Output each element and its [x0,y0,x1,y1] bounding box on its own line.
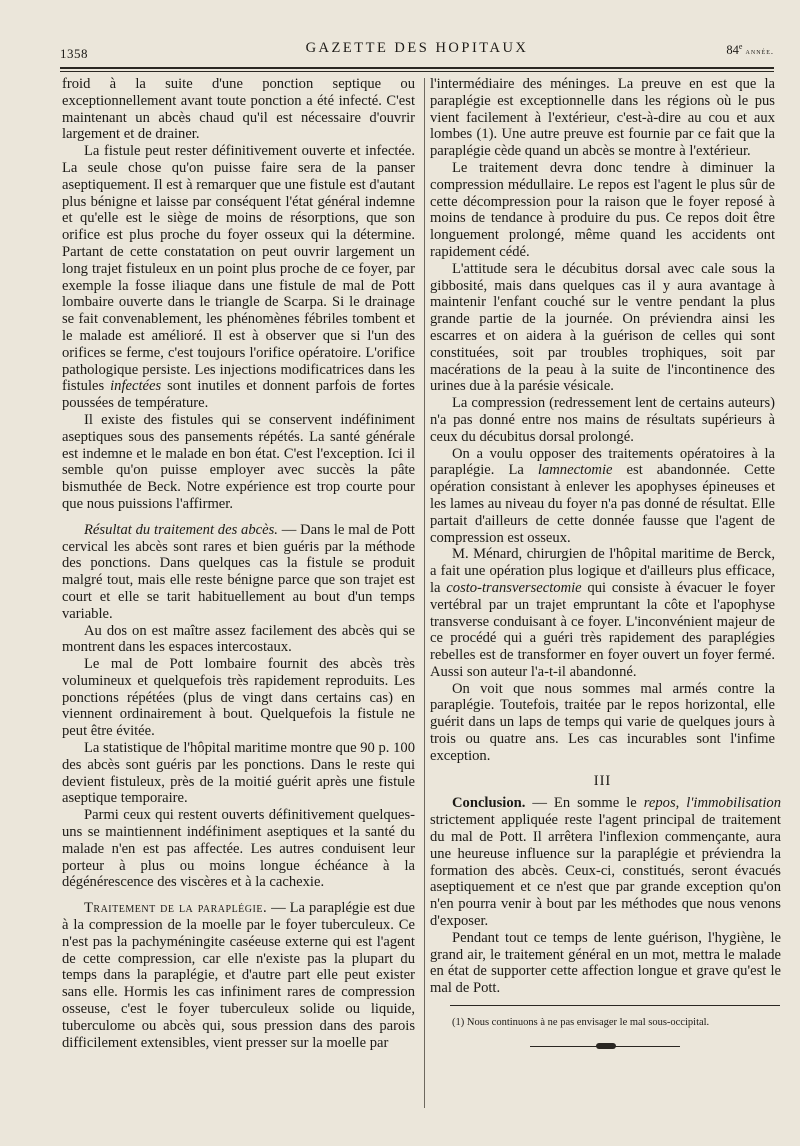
paragraph: L'attitude sera le décubitus dorsal avec cale sous la gibbosité, mais dans quelques cas il y aura avantage à maintenir l'enfant couché sur le ventre pendant la plus grande partie de la journée. On préviendra ainsi les escarres et on aidera à la guérison de celles qui sont constituées, soit par troubles trophiques, soit par macérations de la peau à la suite de l'incontinence des urines due à la parésie vésicale. [430,260,775,395]
year-label [726,42,774,58]
header-rule-thick [60,67,774,69]
section-heading: Traitement de la paraplégie. [84,900,268,917]
section-heading: Conclusion. [452,795,526,812]
paragraph: M. Ménard, chirurgien de l'hôpital maritime de Berck, a fait une opération plus logique et d'ailleurs plus efficace, la costo-transversectomie qui consiste à évacuer le foyer vertébral par un trajet empruntant la côte et l'apophyse transverse conduisant à ce foyer. L'inconvénient majeur de ce procédé qui a guéri très rapidement des paraplégies rebelles est de transformer en foyer ouvert un foyer fermé. Aussi son auteur l'a-t-il abandonné. [430,546,775,680]
paragraph: On a voulu opposer des traitements opératoires à la paraplégie. La lamnectomie est abandonnée. Cette opération consistant à enlever les apophyses épineuses et les lames au niveau du foyer n'a pas donné de résultat. Elle partait d'ailleurs de cette donnée fausse que l'agent de compression est osseux. [430,445,775,546]
paragraph: Le mal de Pott lombaire fournit des abcès très volumineux et quelquefois très rapidement reproduits. Les ponctions répétées (plus de vingt dans certains cas) en viennent ordinairement à bout. Quelquefois la fistule ne peut être évitée. [62,656,415,740]
ornament-dot [596,1043,616,1049]
right-column [430,76,781,1049]
column-divider [424,78,425,1108]
paragraph: La fistule peut rester définitivement ouverte et infectée. La seule chose qu'on puisse faire sera de la panser aseptiquement. Il est à remarquer que une fistule est d'autant plus bénigne et laisse par conséquent l'état général indemne et qu'elle est le siège de moins de résorptions, que son orifice est plus proche du foyer osseux qui la détermine. Partant de cette constatation on peut ouvrir largement un long trajet fistuleux en un point plus proche de ce foyer, par exemple la fosse iliaque dans une fistule de mal de Pott lombaire ouverte dans le triangle de Scarpa. Si le drainage se fait convenablement, les phénomènes fébriles tombent et le malade est amélioré. Il est à observer que si l'un des orifices se ferme, c'est toujours l'orifice opératoire. L'orifice pathologique persiste. Les injections modificatrices dans les fistules infectées sont inutiles et donnent parfois de fortes poussées de température. [62,143,415,412]
section-paragraph: Résultat du traitement des abcès. — Dans le mal de Pott cervical les abcès sont rares et bien guéris par la méthode des ponctions. Dans quelques cas la fistule se produit malgré tout, mais elle reste bénigne parce que son trajet est court et elle se tarit habituellement au bout d'un temps variable. [62,521,415,622]
conclusion-paragraph: Conclusion. — En somme le repos, l'immobilisation strictement appliquée reste l'agent principal de traitement du mal de Pott. Il arrêtera l'inflexion commençante, aura une heureuse influence sur la paraplégie et préviendra la formation des abcès. Ceux-ci, constitués, seront évacués aseptiquement et ce n'est que par grande exception qu'on n'en pourra venir à bout par les méthodes que nous venons d'exposer. [430,795,781,930]
paragraph: Il existe des fistules qui se conservent indéfiniment aseptiques sous des pansements répétés. La santé générale est indemne et le malade en bon état. C'est l'exception. Ici il semble qu'on puisse employer avec succès la pâte bismuthée de Beck. Notre expérience est trop courte pour que nous puissions l'affirmer. [62,411,415,512]
paragraph: Au dos on est maître assez facilement des abcès qui se montrent dans les espaces intercostaux. [62,622,415,656]
footnote-rule [450,1005,780,1006]
end-ornament [530,1043,680,1049]
section-heading: Résultat du traitement des abcès. [84,521,278,538]
footnote: (1) Nous continuons à ne pas envisager le mal sous-occipital. [452,1017,710,1029]
year-number: 84 [726,43,739,58]
year-word: année. [745,46,774,57]
paragraph: Pendant tout ce temps de lente guérison, l'hygiène, le grand air, le traitement général en un mot, mettra le malade en état de supporter cette affection longue et grave qu'est le mal de Pott. [430,929,781,997]
page-number: 1358 [60,46,88,61]
paragraph: froid à la suite d'une ponction septique ou exceptionnellement avant toute ponction a été infecté. C'est maintenant un abcès chaud qu'il est nécessaire d'ouvrir largement et de drainer. [62,76,415,143]
year-suffix: e [738,42,743,51]
section-paragraph: Traitement de la paraplégie. — La paraplégie est due à la compression de la moelle par le foyer tuberculeux. Ce n'est pas la pachyméningite caséeuse externe qui est l'agent de cette compression, car elle n'existe pas la plupart du temps dans la paraplégie, et d'autre part elle peut exister sans elle. Hormis les cas infiniment rares de compression osseuse, c'est le foyer tuberculeux solide ou liquide, tuberculome ou abcès qui, sous pression dans des parois difficilement extensibles, vient presser sur la moelle par [62,900,415,1051]
journal-title: GAZETTE DES HOPITAUX [305,40,529,56]
paragraph: On voit que nous sommes mal armés contre la paraplégie. Toutefois, traitée par le repos horizontal, elle guérit dans un laps de temps qui varie de quelques jours à trois ou quatre ans. Les cas incurables sont l'infime exception. [430,680,775,764]
left-column [62,76,415,1051]
paragraph: Le traitement devra donc tendre à diminuer la compression médullaire. Le repos est l'agent le plus sûr de cette décompression pour la raison que le foyer reposé à moins de tendance à produire du pus. Ce repos doit être longuement prolongé, même quand les accidents ont rapidement cédé. [430,159,775,260]
paragraph: l'intermédiaire des méninges. La preuve en est que la paraplégie est exceptionnelle dans les régions où le pus vient facilement à l'extérieur, c'est-à-dire au cou et aux lombes (1). Une autre preuve est fournie par ce fait que la paraplégie cède quand un abcès se montre à l'extérieur. [430,76,775,160]
section-number: III [593,772,612,789]
paragraph: La compression (redressement lent de certains auteurs) n'a pas donné entre nos mains de résultats supérieurs à ceux du décubitus dorsal prolongé. [430,395,775,445]
paragraph: Parmi ceux qui restent ouverts définitivement quelques-uns se maintiennent indéfiniment aseptiques et la santé du malade n'en est pas affectée. Les autres conduisent leur porteur à plus ou moins longue échéance à la dégénérescence des viscères et à la cachexie. [62,807,415,891]
paragraph: La statistique de l'hôpital maritime montre que 90 p. 100 des abcès sont guéris par les ponctions. Dans le reste qui devient fistuleux, près de la moitié guérit après une fistule aseptique temporaire. [62,740,415,807]
page-header [60,40,774,64]
header-rule-thin [60,71,774,72]
